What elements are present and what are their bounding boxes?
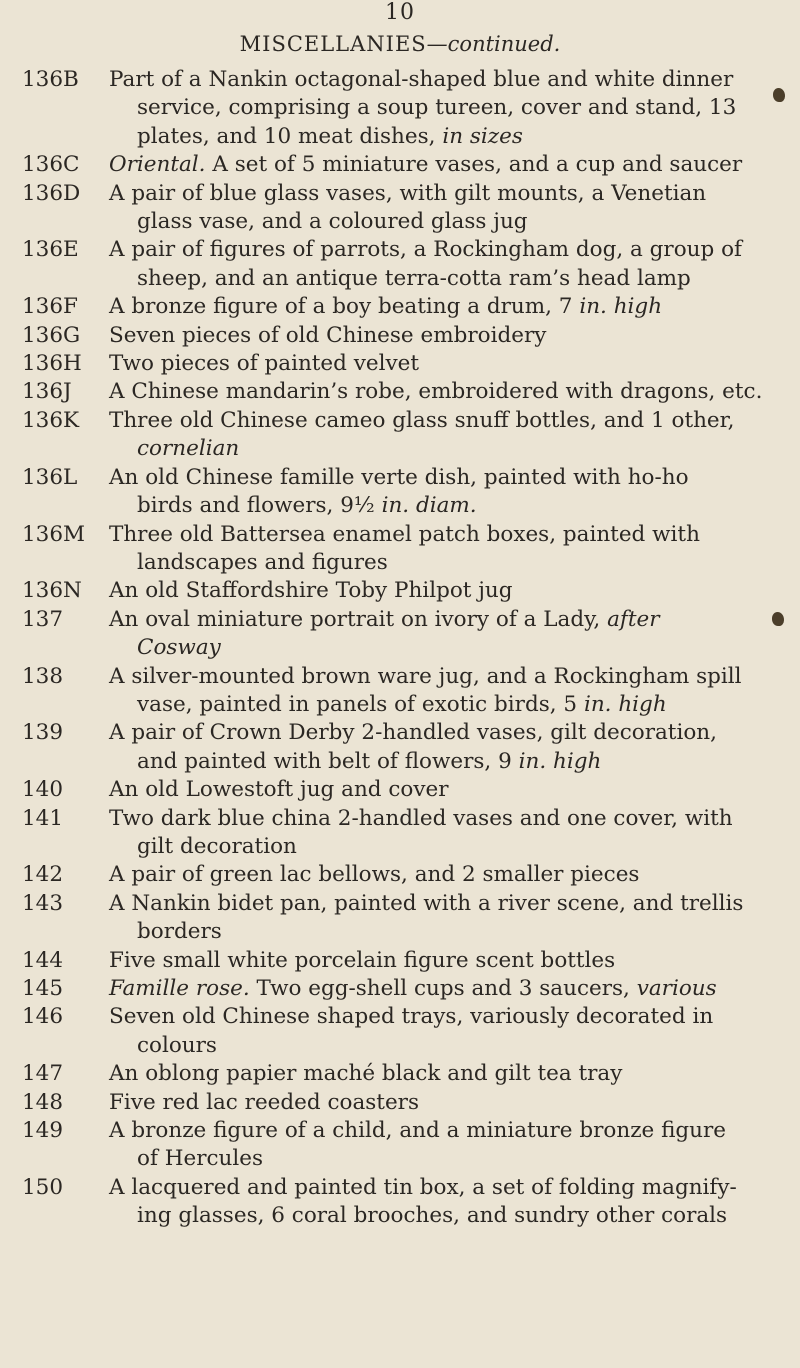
lot-description bbox=[109, 350, 755, 378]
lot-number: 136D bbox=[22, 180, 81, 206]
description-line bbox=[109, 492, 755, 520]
text-run: A pair of green lac bellows, and 2 smaller pieces bbox=[109, 862, 640, 888]
lot-description bbox=[109, 719, 755, 776]
lot-number: 136B bbox=[22, 67, 79, 92]
lot-entry bbox=[0, 180, 800, 237]
text-run: service, comprising a soup tureen, cover and stand, 13 bbox=[137, 95, 737, 121]
description-line bbox=[109, 180, 755, 208]
lot-number: 145 bbox=[22, 976, 64, 1001]
description-line bbox=[109, 435, 755, 463]
lot-number: 141 bbox=[22, 805, 64, 831]
lot-description bbox=[109, 606, 755, 663]
text-run: ing glasses, 6 coral brooches, and sundry other corals bbox=[137, 1203, 728, 1229]
lot-list bbox=[0, 66, 800, 1231]
lot-number: 150 bbox=[22, 1174, 64, 1200]
lot-entry bbox=[0, 890, 800, 947]
lot-description bbox=[109, 1003, 755, 1060]
description-line bbox=[109, 464, 755, 492]
description-line bbox=[109, 1174, 755, 1202]
lot-description bbox=[109, 1089, 755, 1117]
text-run: birds and flowers, 9½ bbox=[137, 493, 382, 519]
text-run: Two egg-shell cups and 3 saucers, bbox=[249, 976, 637, 1001]
text-run: plates, and 10 meat dishes, bbox=[137, 123, 443, 149]
lot-entry bbox=[0, 719, 800, 776]
section-continued: —continued. bbox=[426, 32, 561, 56]
lot-number: 136E bbox=[22, 237, 79, 263]
lot-entry bbox=[0, 1174, 800, 1231]
text-run: An oval miniature portrait on ivory of a Lady, bbox=[109, 606, 608, 632]
lot-number: 137 bbox=[22, 606, 64, 632]
lot-number: 142 bbox=[22, 862, 64, 888]
lot-entry bbox=[0, 861, 800, 889]
description-line bbox=[109, 890, 755, 918]
description-line bbox=[109, 1117, 755, 1145]
margin-mark bbox=[772, 612, 784, 626]
text-run: glass vase, and a coloured glass jug bbox=[137, 209, 528, 235]
lot-entry bbox=[0, 407, 800, 464]
text-run: and painted with belt of flowers, 9 bbox=[137, 748, 519, 774]
italic-text: in. high bbox=[518, 748, 602, 774]
lot-entry bbox=[0, 1117, 800, 1174]
text-run: Five small white porcelain figure scent bottles bbox=[109, 947, 616, 973]
italic-text: after bbox=[607, 606, 660, 632]
lot-entry bbox=[0, 236, 800, 293]
text-run: An old Staffordshire Toby Philpot jug bbox=[109, 578, 513, 604]
lot-entry bbox=[0, 464, 800, 521]
description-line bbox=[109, 947, 755, 975]
description-line bbox=[109, 265, 755, 293]
description-line bbox=[109, 123, 755, 151]
description-line bbox=[109, 407, 755, 435]
lot-number: 144 bbox=[22, 947, 64, 973]
lot-description bbox=[109, 577, 755, 605]
lot-description bbox=[109, 947, 755, 975]
lot-entry bbox=[0, 1060, 800, 1088]
description-line bbox=[109, 577, 755, 605]
text-run: A pair of blue glass vases, with gilt mounts, a Venetian bbox=[109, 180, 707, 206]
description-line bbox=[109, 719, 755, 747]
lot-description bbox=[109, 236, 755, 293]
section-title: MISCELLANIES bbox=[239, 32, 427, 56]
lot-number: 136F bbox=[22, 294, 78, 320]
italic-text: in. high bbox=[579, 294, 663, 320]
text-run: An oblong papier maché black and gilt tea tray bbox=[109, 1061, 623, 1087]
text-run: Three old Battersea enamel patch boxes, painted with bbox=[109, 521, 700, 547]
lot-number: 146 bbox=[22, 1004, 64, 1030]
lot-number: 139 bbox=[22, 720, 64, 746]
text-run: A silver-mounted brown ware jug, and a Rockingham spill bbox=[109, 663, 742, 689]
description-line bbox=[109, 350, 755, 378]
description-line bbox=[109, 663, 755, 691]
lot-description bbox=[109, 464, 755, 521]
text-run: A set of 5 miniature vases, and a cup and saucer bbox=[205, 152, 743, 178]
text-run: sheep, and an antique terra-cotta ram’s head lamp bbox=[137, 265, 691, 291]
lot-entry bbox=[0, 378, 800, 406]
lot-entry bbox=[0, 1089, 800, 1117]
lot-number: 138 bbox=[22, 663, 64, 689]
description-line bbox=[109, 322, 755, 350]
description-line bbox=[109, 293, 755, 321]
italic-text: cornelian bbox=[137, 436, 240, 462]
description-line bbox=[109, 861, 755, 889]
lot-entry bbox=[0, 947, 800, 975]
description-line bbox=[109, 236, 755, 264]
lot-number: 136L bbox=[22, 464, 78, 490]
lot-number: 136K bbox=[22, 407, 80, 433]
lot-number: 136C bbox=[22, 152, 80, 178]
text-run: Five red lac reeded coasters bbox=[109, 1089, 419, 1115]
description-line bbox=[109, 1202, 755, 1230]
italic-text: in. high bbox=[583, 691, 667, 717]
lot-entry bbox=[0, 776, 800, 804]
description-line bbox=[109, 1032, 755, 1060]
lot-number: 148 bbox=[22, 1089, 64, 1115]
text-run: Part of a Nankin octagonal-shaped blue and white dinner bbox=[109, 67, 734, 92]
text-run: colours bbox=[137, 1032, 217, 1058]
text-run: A bronze figure of a child, and a miniature bronze figure bbox=[109, 1118, 727, 1144]
italic-text: Oriental. bbox=[109, 152, 206, 178]
description-line bbox=[109, 918, 755, 946]
lot-number: 136M bbox=[22, 521, 86, 547]
text-run: A Nankin bidet pan, painted with a river scene, and trellis bbox=[109, 890, 744, 916]
text-run: A bronze figure of a boy beating a drum, 7 bbox=[109, 294, 580, 320]
lot-description bbox=[109, 1060, 755, 1088]
description-line bbox=[109, 151, 755, 179]
lot-description bbox=[109, 378, 763, 406]
description-line bbox=[109, 1003, 755, 1031]
lot-entry bbox=[0, 1003, 800, 1060]
section-heading bbox=[0, 32, 800, 56]
description-line bbox=[109, 833, 755, 861]
lot-description bbox=[109, 805, 755, 862]
lot-entry bbox=[0, 350, 800, 378]
lot-description bbox=[109, 861, 755, 889]
text-run: Seven old Chinese shaped trays, variously decorated in bbox=[109, 1004, 714, 1030]
lot-entry bbox=[0, 151, 800, 179]
text-run: vase, painted in panels of exotic birds, 5 bbox=[137, 691, 584, 717]
lot-number: 147 bbox=[22, 1061, 64, 1087]
description-line bbox=[109, 94, 755, 122]
lot-entry bbox=[0, 577, 800, 605]
italic-text: in sizes bbox=[442, 123, 523, 149]
page-number: 10 bbox=[385, 0, 415, 25]
text-run: A pair of figures of parrots, a Rockingham dog, a group of bbox=[109, 237, 742, 263]
description-line bbox=[109, 208, 755, 236]
description-line bbox=[109, 1145, 755, 1173]
italic-text: in. diam. bbox=[381, 493, 477, 519]
text-run: borders bbox=[137, 919, 222, 945]
lot-description bbox=[109, 293, 755, 321]
lot-description bbox=[109, 776, 755, 804]
lot-number: 143 bbox=[22, 890, 64, 916]
lot-entry bbox=[0, 322, 800, 350]
description-line bbox=[109, 549, 755, 577]
description-line bbox=[109, 975, 755, 1003]
description-line bbox=[109, 606, 755, 634]
text-run: gilt decoration bbox=[137, 833, 297, 859]
lot-entry bbox=[0, 66, 800, 151]
text-run: A lacquered and painted tin box, a set of folding magnify- bbox=[109, 1174, 737, 1200]
lot-description bbox=[109, 975, 755, 1003]
lot-description bbox=[109, 66, 755, 151]
italic-text: various bbox=[636, 976, 717, 1001]
text-run: A Chinese mandarin’s robe, embroidered with dragons, etc. bbox=[109, 379, 763, 405]
description-line bbox=[109, 691, 755, 719]
description-line bbox=[109, 776, 755, 804]
text-run: Two pieces of painted velvet bbox=[109, 351, 420, 377]
lot-number: 136N bbox=[22, 578, 82, 604]
lot-number: 136J bbox=[22, 379, 72, 405]
italic-text: Famille rose. bbox=[109, 976, 250, 1001]
lot-entry bbox=[0, 606, 800, 663]
description-line bbox=[109, 66, 755, 94]
description-line bbox=[109, 748, 755, 776]
text-run: Two dark blue china 2-handled vases and one cover, with bbox=[109, 805, 733, 831]
lot-description bbox=[109, 663, 755, 720]
text-run: of Hercules bbox=[137, 1146, 264, 1172]
lot-entry bbox=[0, 663, 800, 720]
text-run: Three old Chinese cameo glass snuff bottles, and 1 other, bbox=[109, 407, 735, 433]
description-line bbox=[109, 634, 755, 662]
lot-entry bbox=[0, 805, 800, 862]
italic-text: Cosway bbox=[137, 635, 221, 661]
text-run: Seven pieces of old Chinese embroidery bbox=[109, 322, 547, 348]
lot-entry bbox=[0, 293, 800, 321]
text-run: An old Chinese famille verte dish, painted with ho-ho bbox=[109, 464, 689, 490]
lot-number: 136H bbox=[22, 351, 82, 377]
lot-number: 140 bbox=[22, 777, 64, 803]
lot-description bbox=[109, 322, 755, 350]
description-line bbox=[109, 521, 755, 549]
description-line bbox=[109, 1060, 755, 1088]
lot-entry bbox=[0, 975, 800, 1003]
text-run: landscapes and figures bbox=[137, 549, 388, 575]
lot-description bbox=[109, 521, 755, 578]
description-line bbox=[109, 1089, 755, 1117]
lot-description bbox=[109, 407, 755, 464]
lot-description bbox=[109, 1117, 755, 1174]
lot-entry bbox=[0, 521, 800, 578]
description-line bbox=[109, 378, 763, 406]
lot-number: 136G bbox=[22, 322, 81, 348]
lot-description bbox=[109, 151, 755, 179]
text-run: A pair of Crown Derby 2-handled vases, gilt decoration, bbox=[109, 720, 717, 746]
lot-description bbox=[109, 180, 755, 237]
lot-number: 149 bbox=[22, 1118, 64, 1144]
margin-mark bbox=[773, 88, 785, 102]
lot-description bbox=[109, 890, 755, 947]
description-line bbox=[109, 805, 755, 833]
text-run: An old Lowestoft jug and cover bbox=[109, 777, 449, 803]
lot-description bbox=[109, 1174, 755, 1231]
